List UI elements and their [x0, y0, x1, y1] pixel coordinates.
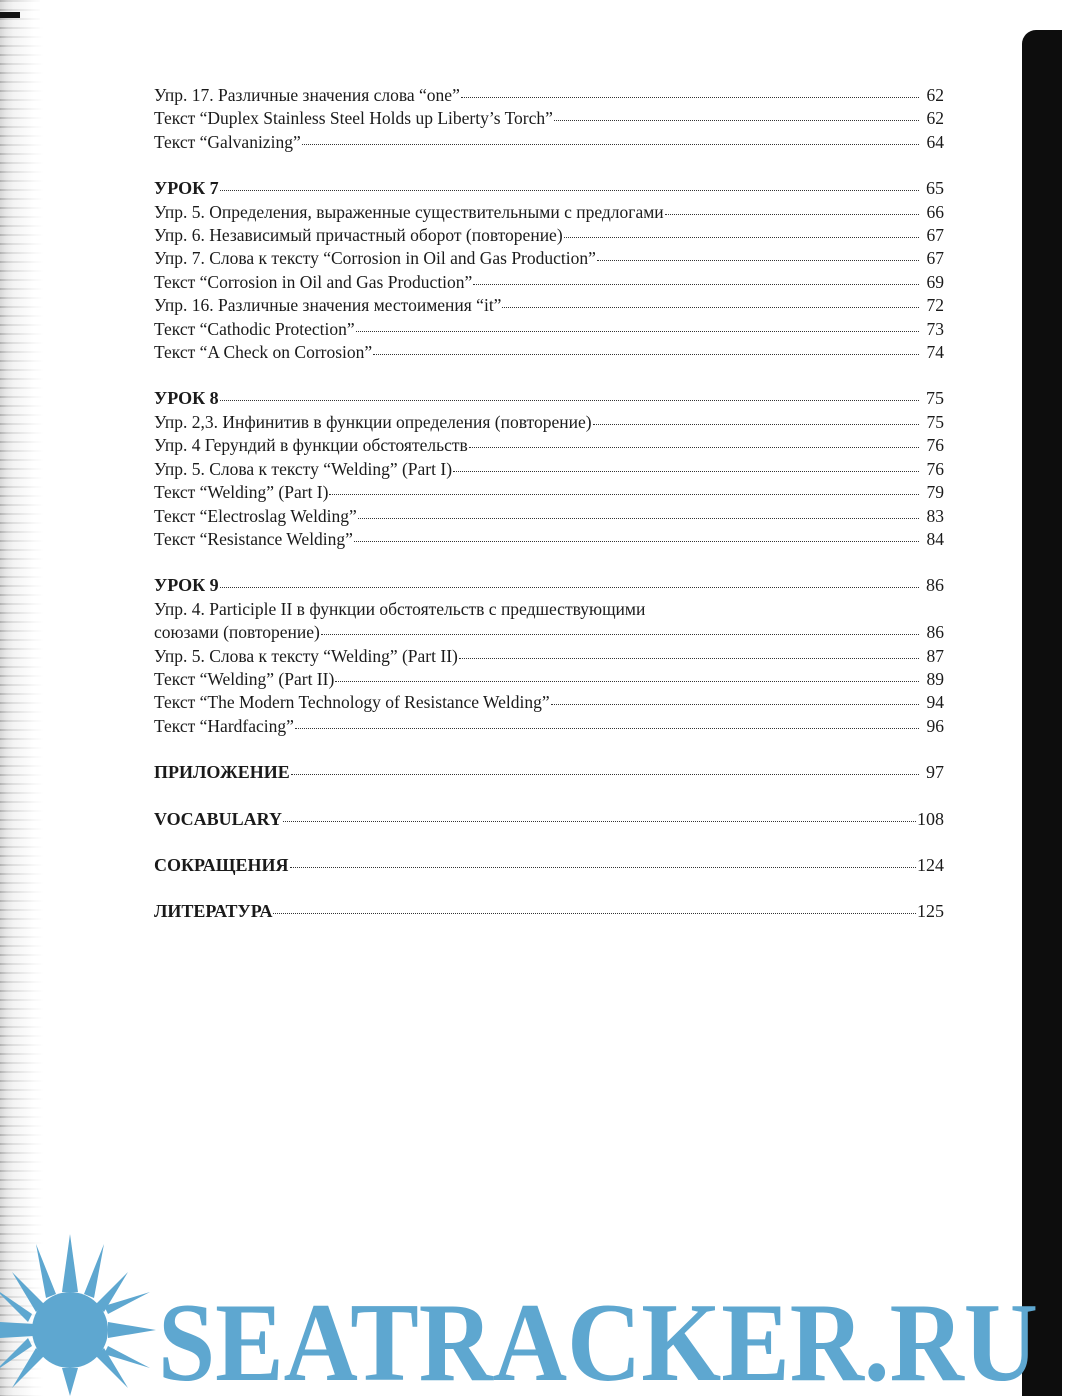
scan-top-edge — [40, 0, 1040, 34]
toc-entry[interactable] — [154, 505, 944, 528]
toc-leader — [335, 681, 919, 682]
toc-leader — [354, 541, 919, 542]
toc-entry[interactable] — [154, 528, 944, 551]
toc-leader — [220, 400, 919, 401]
toc-leader — [473, 284, 919, 285]
toc-entry[interactable] — [154, 318, 944, 341]
toc-appendix[interactable] — [154, 761, 944, 784]
toc-entry[interactable] — [154, 645, 944, 668]
toc-leader — [665, 214, 919, 215]
toc-entry-page: 96 — [926, 715, 944, 736]
toc-entry[interactable] — [154, 84, 944, 107]
toc-entry-label: Текст “Galvanizing” — [154, 131, 301, 152]
toc-entry-page: 87 — [926, 645, 944, 666]
toc-section-page: 97 — [926, 762, 944, 783]
toc-entry[interactable] — [154, 434, 944, 457]
toc-entry-page: 75 — [926, 411, 944, 432]
toc-entry-label: Текст “The Modern Technology of Resistance Welding” — [154, 692, 550, 713]
toc-entry-page: 67 — [926, 248, 944, 269]
toc-entry-label: Упр. 5. Определения, выраженные существительными с предлогами — [154, 201, 664, 222]
toc-entry-label: Упр. 4. Participle II в функции обстоятельств с предшествующими — [154, 598, 646, 619]
toc-leader — [373, 354, 919, 355]
table-of-contents — [154, 84, 944, 924]
toc-entry[interactable] — [154, 107, 944, 130]
toc-entry-label: Текст “Cathodic Protection” — [154, 318, 355, 339]
toc-leader — [356, 331, 919, 332]
toc-section-page: 108 — [917, 808, 944, 829]
toc-entry-label: Текст “Hardfacing” — [154, 715, 294, 736]
toc-leader — [564, 237, 919, 238]
toc-entry-label: Текст “Electroslag Welding” — [154, 505, 357, 526]
scan-corner-mark — [0, 12, 20, 18]
toc-leader — [358, 518, 919, 519]
toc-section-label: ПРИЛОЖЕНИЕ — [154, 762, 290, 783]
toc-entry-page: 66 — [926, 201, 944, 222]
toc-section-label: СОКРАЩЕНИЯ — [154, 854, 289, 875]
toc-entry-label: Упр. 5. Слова к тексту “Welding” (Part II) — [154, 645, 458, 666]
toc-leader — [321, 634, 919, 635]
toc-leader — [597, 260, 919, 261]
toc-lesson-page: 65 — [926, 178, 944, 199]
toc-leader — [291, 774, 919, 775]
toc-entry[interactable] — [154, 481, 944, 504]
toc-leader — [469, 447, 919, 448]
toc-entry[interactable] — [154, 224, 944, 247]
toc-entry[interactable] — [154, 715, 944, 738]
toc-literature[interactable] — [154, 900, 944, 923]
toc-entry-page: 89 — [926, 668, 944, 689]
toc-lesson-7[interactable] — [154, 177, 944, 200]
toc-entry-page: 86 — [926, 622, 944, 643]
toc-leader — [502, 307, 919, 308]
toc-lesson-label: УРОК 9 — [154, 575, 219, 596]
toc-entry[interactable] — [154, 411, 944, 434]
toc-entry-label: Текст “Resistance Welding” — [154, 528, 353, 549]
toc-entry-page: 83 — [926, 505, 944, 526]
toc-entry-label: Упр. 17. Различные значения слова “one” — [154, 85, 460, 105]
toc-leader — [329, 494, 919, 495]
toc-lesson-label: УРОК 7 — [154, 178, 219, 199]
toc-section-page: 125 — [917, 901, 944, 922]
toc-leader — [551, 704, 919, 705]
toc-entry-page: 62 — [926, 85, 944, 105]
toc-entry-page: 69 — [926, 271, 944, 292]
toc-leader — [593, 424, 919, 425]
toc-entry-label: Текст “Duplex Stainless Steel Holds up Liberty’s Torch” — [154, 108, 553, 129]
toc-entry-page: 74 — [926, 342, 944, 363]
toc-leader — [554, 120, 919, 121]
toc-entry[interactable] — [154, 691, 944, 714]
toc-entry[interactable] — [154, 131, 944, 154]
sun-burst-icon — [0, 1234, 156, 1396]
toc-entry-page: 76 — [926, 458, 944, 479]
toc-leader — [220, 190, 919, 191]
scan-right-edge — [1022, 30, 1062, 1396]
toc-leader — [302, 144, 919, 145]
toc-leader — [290, 867, 916, 868]
toc-section-label: VOCABULARY — [154, 808, 283, 829]
toc-lesson-page: 86 — [926, 575, 944, 596]
toc-leader — [283, 821, 916, 822]
toc-entry[interactable] — [154, 668, 944, 691]
toc-entry-page: 84 — [926, 528, 944, 549]
toc-entry-page: 62 — [926, 108, 944, 129]
toc-leader — [220, 587, 919, 588]
toc-entry-label: Упр. 5. Слова к тексту “Welding” (Part I) — [154, 458, 453, 479]
toc-entry-page: 67 — [926, 225, 944, 246]
toc-abbreviations[interactable] — [154, 854, 944, 877]
toc-vocabulary[interactable] — [154, 808, 944, 831]
toc-entry-label: союзами (повторение) — [154, 622, 320, 643]
toc-entry-page: 94 — [926, 692, 944, 713]
toc-entry-label: Упр. 7. Слова к тексту “Corrosion in Oil and Gas Production” — [154, 248, 596, 269]
toc-lesson-9[interactable] — [154, 574, 944, 597]
toc-entry-label: Текст “Welding” (Part II) — [154, 668, 335, 689]
toc-entry-continued[interactable] — [154, 598, 944, 621]
toc-entry-label: Упр. 16. Различные значения местоимения “it” — [154, 295, 502, 316]
toc-entry-label: Упр. 4 Герундий в функции обстоятельств — [154, 435, 468, 456]
toc-entry[interactable] — [154, 271, 944, 294]
toc-entry-page: 64 — [926, 131, 944, 152]
toc-entry[interactable] — [154, 201, 944, 224]
toc-lesson-page: 75 — [926, 388, 944, 409]
toc-section-label: ЛИТЕРАТУРА — [154, 901, 273, 922]
toc-lesson-label: УРОК 8 — [154, 388, 219, 409]
toc-entry-label: Упр. 2,3. Инфинитив в функции определения (повторение) — [154, 411, 592, 432]
toc-entry-label: Текст “A Check on Corrosion” — [154, 342, 373, 363]
toc-leader — [459, 658, 919, 659]
toc-entry-label: Упр. 6. Независимый причастный оборот (повторение) — [154, 225, 563, 246]
watermark — [0, 1232, 1080, 1396]
toc-entry[interactable] — [154, 294, 944, 317]
toc-entry-label: Текст “Corrosion in Oil and Gas Production” — [154, 271, 473, 292]
toc-entry-page: 72 — [926, 295, 944, 316]
toc-section-page: 124 — [917, 854, 944, 875]
toc-leader — [461, 97, 919, 98]
toc-entry-label: Текст “Welding” (Part I) — [154, 482, 329, 503]
toc-lesson-8[interactable] — [154, 387, 944, 410]
toc-entry-page: 79 — [926, 482, 944, 503]
toc-entry[interactable] — [154, 458, 944, 481]
toc-entry-page: 76 — [926, 435, 944, 456]
toc-entry-page: 73 — [926, 318, 944, 339]
scan-left-speckle — [0, 0, 44, 1396]
toc-entry[interactable] — [154, 341, 944, 364]
toc-entry[interactable] — [154, 247, 944, 270]
toc-leader — [295, 728, 919, 729]
toc-leader — [273, 913, 916, 914]
toc-entry[interactable] — [154, 621, 944, 644]
toc-leader — [453, 471, 919, 472]
watermark-text: SEATRACKER.RU — [158, 1281, 1038, 1396]
